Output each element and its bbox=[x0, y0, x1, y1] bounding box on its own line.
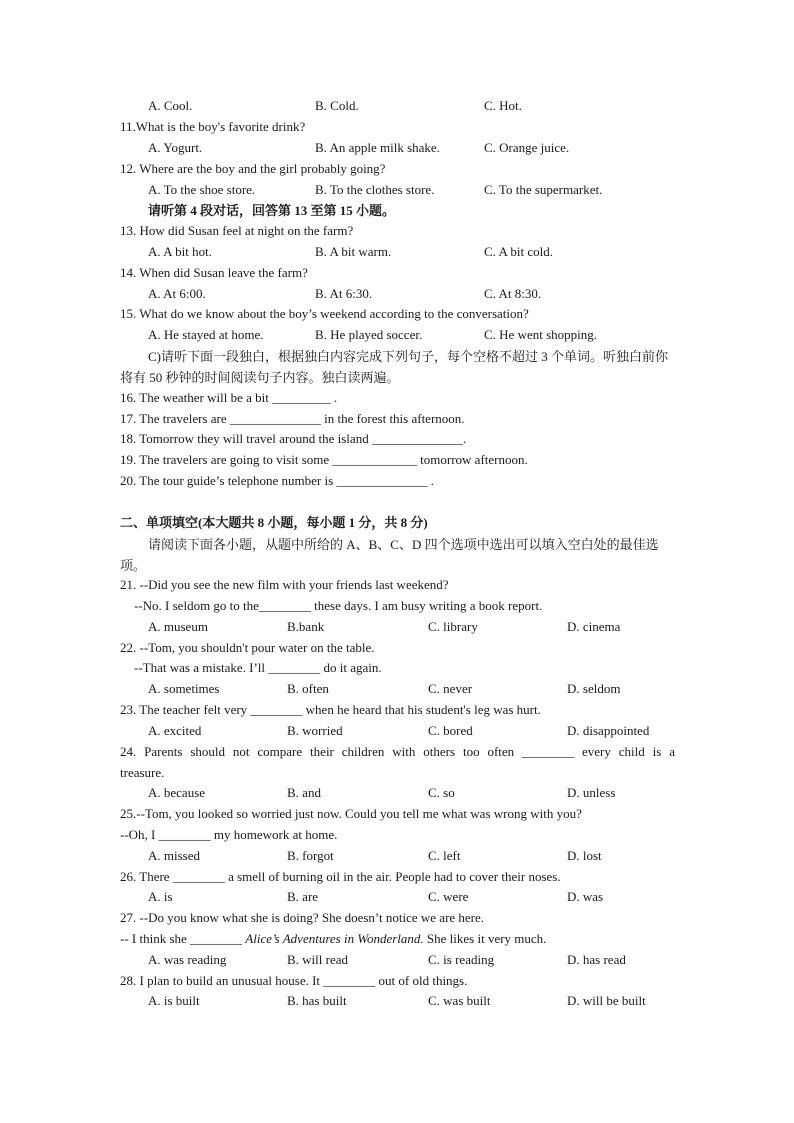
option-c: C. bored bbox=[428, 723, 473, 738]
question-text: 24. Parents should not compare their children with others too often ________ every child is a bbox=[120, 744, 675, 759]
question-26 bbox=[0, 867, 794, 887]
option-b: B. often bbox=[287, 681, 329, 696]
reply-text: --Oh, I ________ my homework at home. bbox=[120, 827, 338, 842]
option-d: D. will be built bbox=[567, 993, 646, 1008]
q11-options bbox=[0, 138, 794, 158]
option-c: C. so bbox=[428, 785, 455, 800]
question-text: 25.--Tom, you looked so worried just now. Could you tell me what was wrong with you? bbox=[120, 806, 582, 821]
question-13 bbox=[0, 221, 794, 241]
section-2-title bbox=[0, 513, 794, 533]
option-a: A. museum bbox=[148, 619, 208, 634]
option-a: A. excited bbox=[148, 723, 202, 738]
question-23 bbox=[0, 700, 794, 720]
question-21 bbox=[0, 575, 794, 595]
q23-options bbox=[0, 721, 794, 741]
q21-options bbox=[0, 617, 794, 637]
section-2-instruction: 请阅读下面各小题，从题中所给的 A、B、C、D 四个选项中选出可以填入空白处的最佳选项。 bbox=[120, 537, 659, 573]
question-text: 28. I plan to build an unusual house. It ________ out of old things. bbox=[120, 973, 468, 988]
question-text: 23. The teacher felt very ________ when he heard that his student's leg was hurt. bbox=[120, 702, 541, 717]
option-d: D. has read bbox=[567, 952, 626, 967]
option-c: C. A bit cold. bbox=[484, 244, 553, 259]
reply-text bbox=[120, 929, 546, 949]
question-18 bbox=[0, 429, 794, 449]
q28-options bbox=[0, 991, 794, 1011]
instruction-text: 请听第 4 段对话，回答第 13 至第 15 小题。 bbox=[148, 203, 396, 218]
option-b: B. has built bbox=[287, 993, 347, 1008]
option-a: A. To the shoe store. bbox=[148, 182, 256, 197]
option-b: B. Cold. bbox=[315, 98, 359, 113]
option-b: B. are bbox=[287, 889, 319, 904]
question-text: 11.What is the boy's favorite drink? bbox=[120, 119, 306, 134]
option-a: A. sometimes bbox=[148, 681, 220, 696]
option-c: C. were bbox=[428, 889, 469, 904]
option-a: A. is built bbox=[148, 993, 200, 1008]
q12-options bbox=[0, 180, 794, 200]
question-28 bbox=[0, 971, 794, 991]
option-c: C. Orange juice. bbox=[484, 140, 570, 155]
question-22-reply bbox=[0, 658, 794, 678]
option-b: B. An apple milk shake. bbox=[315, 140, 440, 155]
option-d: D. unless bbox=[567, 785, 616, 800]
question-text: 12. Where are the boy and the girl probably going? bbox=[120, 161, 386, 176]
option-a: A. Cool. bbox=[148, 98, 193, 113]
option-c: C. To the supermarket. bbox=[484, 182, 603, 197]
q14-options bbox=[0, 284, 794, 304]
option-b: B. forgot bbox=[287, 848, 334, 863]
reply-end: She likes it very much. bbox=[423, 931, 547, 946]
question-text: 22. --Tom, you shouldn't pour water on the table. bbox=[120, 640, 375, 655]
q26-options bbox=[0, 887, 794, 907]
option-b: B. will read bbox=[287, 952, 349, 967]
question-21-reply bbox=[0, 596, 794, 616]
reply-start: -- I think she ________ bbox=[120, 931, 246, 946]
option-a: A. missed bbox=[148, 848, 200, 863]
option-d: D. seldom bbox=[567, 681, 621, 696]
question-text: 13. How did Susan feel at night on the farm? bbox=[120, 223, 354, 238]
book-title: Alice’s Adventures in Wonderland. bbox=[245, 931, 424, 946]
monologue-instruction: C)请听下面一段独白，根据独白内容完成下列句子，每个空格不超过 3 个单词。听独白前你将有 50 秒钟的时间阅读句子内容。独白读两遍。 bbox=[120, 349, 669, 385]
option-c: C. At 8:30. bbox=[484, 286, 542, 301]
question-27 bbox=[0, 908, 794, 928]
question-text: 18. Tomorrow they will travel around the island ______________. bbox=[120, 431, 467, 446]
option-b: B.bank bbox=[287, 619, 325, 634]
reply-text: --No. I seldom go to the________ these days. I am busy writing a book report. bbox=[134, 598, 543, 613]
question-24 bbox=[0, 742, 794, 762]
question-17 bbox=[0, 409, 794, 429]
option-a: A. because bbox=[148, 785, 206, 800]
question-text: 20. The tour guide’s telephone number is ______________ . bbox=[120, 473, 434, 488]
dialogue-4-instruction bbox=[0, 201, 794, 221]
q27-options bbox=[0, 950, 794, 970]
question-text: 15. What do we know about the boy’s weekend according to the conversation? bbox=[120, 306, 529, 321]
question-19 bbox=[0, 450, 794, 470]
section-title: 二、单项填空(本大题共 8 小题，每小题 1 分，共 8 分) bbox=[120, 515, 428, 530]
option-c: C. was built bbox=[428, 993, 491, 1008]
question-22 bbox=[0, 638, 794, 658]
question-14 bbox=[0, 263, 794, 283]
option-b: B. To the clothes store. bbox=[315, 182, 435, 197]
question-27-reply bbox=[0, 929, 794, 949]
q22-options bbox=[0, 679, 794, 699]
option-a: A. At 6:00. bbox=[148, 286, 206, 301]
question-24-cont bbox=[0, 763, 794, 783]
option-a: A. Yogurt. bbox=[148, 140, 203, 155]
option-d: D. cinema bbox=[567, 619, 621, 634]
option-c: C. is reading bbox=[428, 952, 495, 967]
q10-options bbox=[0, 96, 794, 116]
option-a: A. A bit hot. bbox=[148, 244, 212, 259]
question-text: 21. --Did you see the new film with your friends last weekend? bbox=[120, 577, 449, 592]
question-text-cont: treasure. bbox=[120, 765, 165, 780]
option-b: B. worried bbox=[287, 723, 343, 738]
q15-options bbox=[0, 325, 794, 345]
option-a: A. is bbox=[148, 889, 173, 904]
option-c: C. left bbox=[428, 848, 461, 863]
question-15 bbox=[0, 304, 794, 324]
option-a: A. He stayed at home. bbox=[148, 327, 264, 342]
question-20 bbox=[0, 471, 794, 491]
question-11 bbox=[0, 117, 794, 137]
question-12 bbox=[0, 159, 794, 179]
question-text: 14. When did Susan leave the farm? bbox=[120, 265, 308, 280]
option-b: B. He played soccer. bbox=[315, 327, 423, 342]
question-25-reply bbox=[0, 825, 794, 845]
question-text: 27. --Do you know what she is doing? She doesn’t notice we are here. bbox=[120, 910, 485, 925]
option-c: C. Hot. bbox=[484, 98, 522, 113]
question-text: 26. There ________ a smell of burning oil in the air. People had to cover their noses. bbox=[120, 869, 561, 884]
reply-text: --That was a mistake. I’ll ________ do it again. bbox=[134, 660, 382, 675]
option-b: B. A bit warm. bbox=[315, 244, 392, 259]
question-text: 16. The weather will be a bit _________ . bbox=[120, 390, 338, 405]
option-a: A. was reading bbox=[148, 952, 227, 967]
q24-options bbox=[0, 783, 794, 803]
option-d: D. was bbox=[567, 889, 604, 904]
option-b: B. and bbox=[287, 785, 321, 800]
question-16 bbox=[0, 388, 794, 408]
option-c: C. library bbox=[428, 619, 478, 634]
option-d: D. lost bbox=[567, 848, 602, 863]
option-b: B. At 6:30. bbox=[315, 286, 373, 301]
option-c: C. never bbox=[428, 681, 473, 696]
option-d: D. disappointed bbox=[567, 723, 650, 738]
question-text: 17. The travelers are ______________ in the forest this afternoon. bbox=[120, 411, 465, 426]
q25-options bbox=[0, 846, 794, 866]
question-text: 19. The travelers are going to visit some _____________ tomorrow afternoon. bbox=[120, 452, 528, 467]
q13-options bbox=[0, 242, 794, 262]
question-25 bbox=[0, 804, 794, 824]
option-c: C. He went shopping. bbox=[484, 327, 598, 342]
